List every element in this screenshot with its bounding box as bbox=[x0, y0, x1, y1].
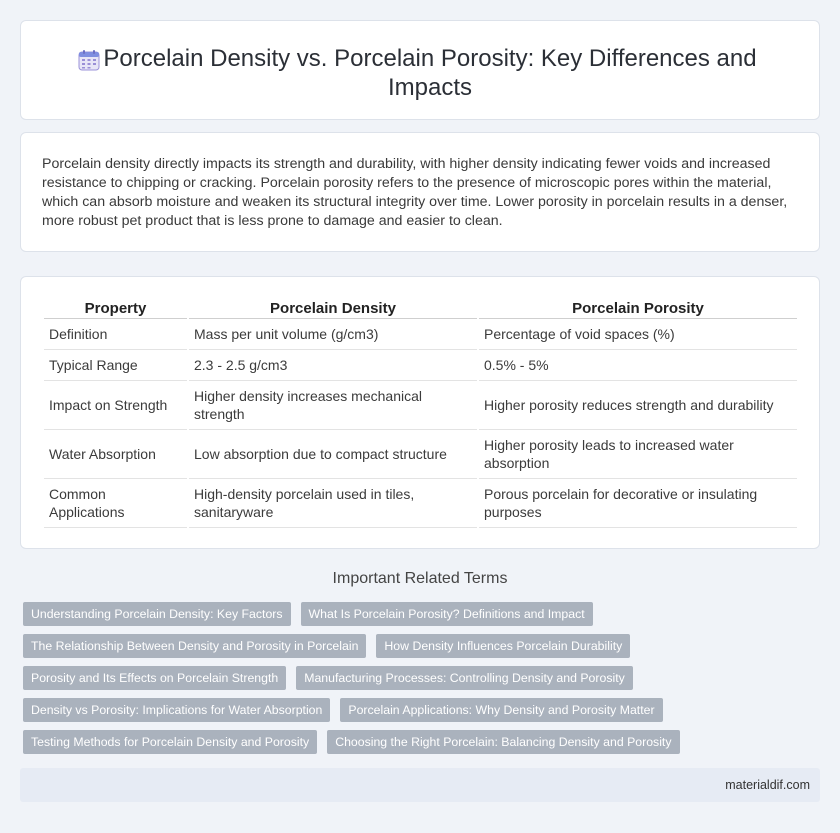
table-cell: Typical Range bbox=[44, 350, 187, 381]
table-cell: Definition bbox=[44, 319, 187, 350]
table-row bbox=[44, 479, 797, 528]
table-cell: 0.5% - 5% bbox=[479, 350, 797, 381]
column-header: Porcelain Porosity bbox=[479, 295, 797, 319]
related-term-link[interactable]: Porosity and Its Effects on Porcelain Strength bbox=[23, 666, 286, 690]
related-term-link[interactable]: Density vs Porosity: Implications for Water Absorption bbox=[23, 698, 330, 722]
table-cell: 2.3 - 2.5 g/cm3 bbox=[189, 350, 477, 381]
related-term-link[interactable]: How Density Influences Porcelain Durability bbox=[376, 634, 630, 658]
related-term-link[interactable]: The Relationship Between Density and Porosity in Porcelain bbox=[23, 634, 366, 658]
table-cell: Low absorption due to compact structure bbox=[189, 430, 477, 479]
column-header: Porcelain Density bbox=[189, 295, 477, 319]
page-title: Porcelain Density vs. Porcelain Porosity: Key Differences and Impacts bbox=[103, 45, 757, 101]
table-cell: Higher porosity reduces strength and durability bbox=[479, 381, 797, 430]
column-header: Property bbox=[44, 295, 187, 319]
comparison-card bbox=[20, 276, 820, 549]
table-cell: High-density porcelain used in tiles, sanitaryware bbox=[189, 479, 477, 528]
table-cell: Percentage of void spaces (%) bbox=[479, 319, 797, 350]
intro-paragraph: Porcelain density directly impacts its strength and durability, with higher density indicating fewer voids and increased resistance to chipping or cracking. Porcelain porosity refers to the presence of microscopic pores within the material, which can absorb moisture and weaken its structural integrity over time. Lower porosity in porcelain results in a denser, more robust pet product that is less prone to damage and easier to clean. bbox=[42, 156, 788, 229]
related-terms-heading: Important Related Terms bbox=[332, 570, 508, 587]
table-row bbox=[44, 319, 797, 350]
table-cell: Mass per unit volume (g/cm3) bbox=[189, 319, 477, 350]
table-row bbox=[44, 381, 797, 430]
table-row bbox=[44, 350, 797, 381]
table-cell: Higher porosity leads to increased water absorption bbox=[479, 430, 797, 479]
footer-bar bbox=[20, 768, 820, 802]
related-term-link[interactable]: Understanding Porcelain Density: Key Factors bbox=[23, 602, 291, 626]
table-cell: Water Absorption bbox=[44, 430, 187, 479]
table-row bbox=[44, 430, 797, 479]
intro-card bbox=[20, 132, 820, 252]
header-card bbox=[20, 20, 820, 120]
comparison-table bbox=[42, 295, 799, 528]
related-term-link[interactable]: What Is Porcelain Porosity? Definitions and Impact bbox=[301, 602, 593, 626]
table-cell: Higher density increases mechanical strength bbox=[189, 381, 477, 430]
related-term-link[interactable]: Choosing the Right Porcelain: Balancing Density and Porosity bbox=[327, 730, 679, 754]
table-cell: Porous porcelain for decorative or insulating purposes bbox=[479, 479, 797, 528]
table-header-row bbox=[44, 295, 797, 319]
table-cell: Common Applications bbox=[44, 479, 187, 528]
related-term-link[interactable]: Porcelain Applications: Why Density and Porosity Matter bbox=[340, 698, 662, 722]
table-cell: Impact on Strength bbox=[44, 381, 187, 430]
related-terms-list bbox=[23, 602, 803, 762]
related-term-link[interactable]: Testing Methods for Porcelain Density and Porosity bbox=[23, 730, 317, 754]
site-name[interactable]: materialdif.com bbox=[725, 778, 810, 792]
related-term-link[interactable]: Manufacturing Processes: Controlling Density and Porosity bbox=[296, 666, 633, 690]
